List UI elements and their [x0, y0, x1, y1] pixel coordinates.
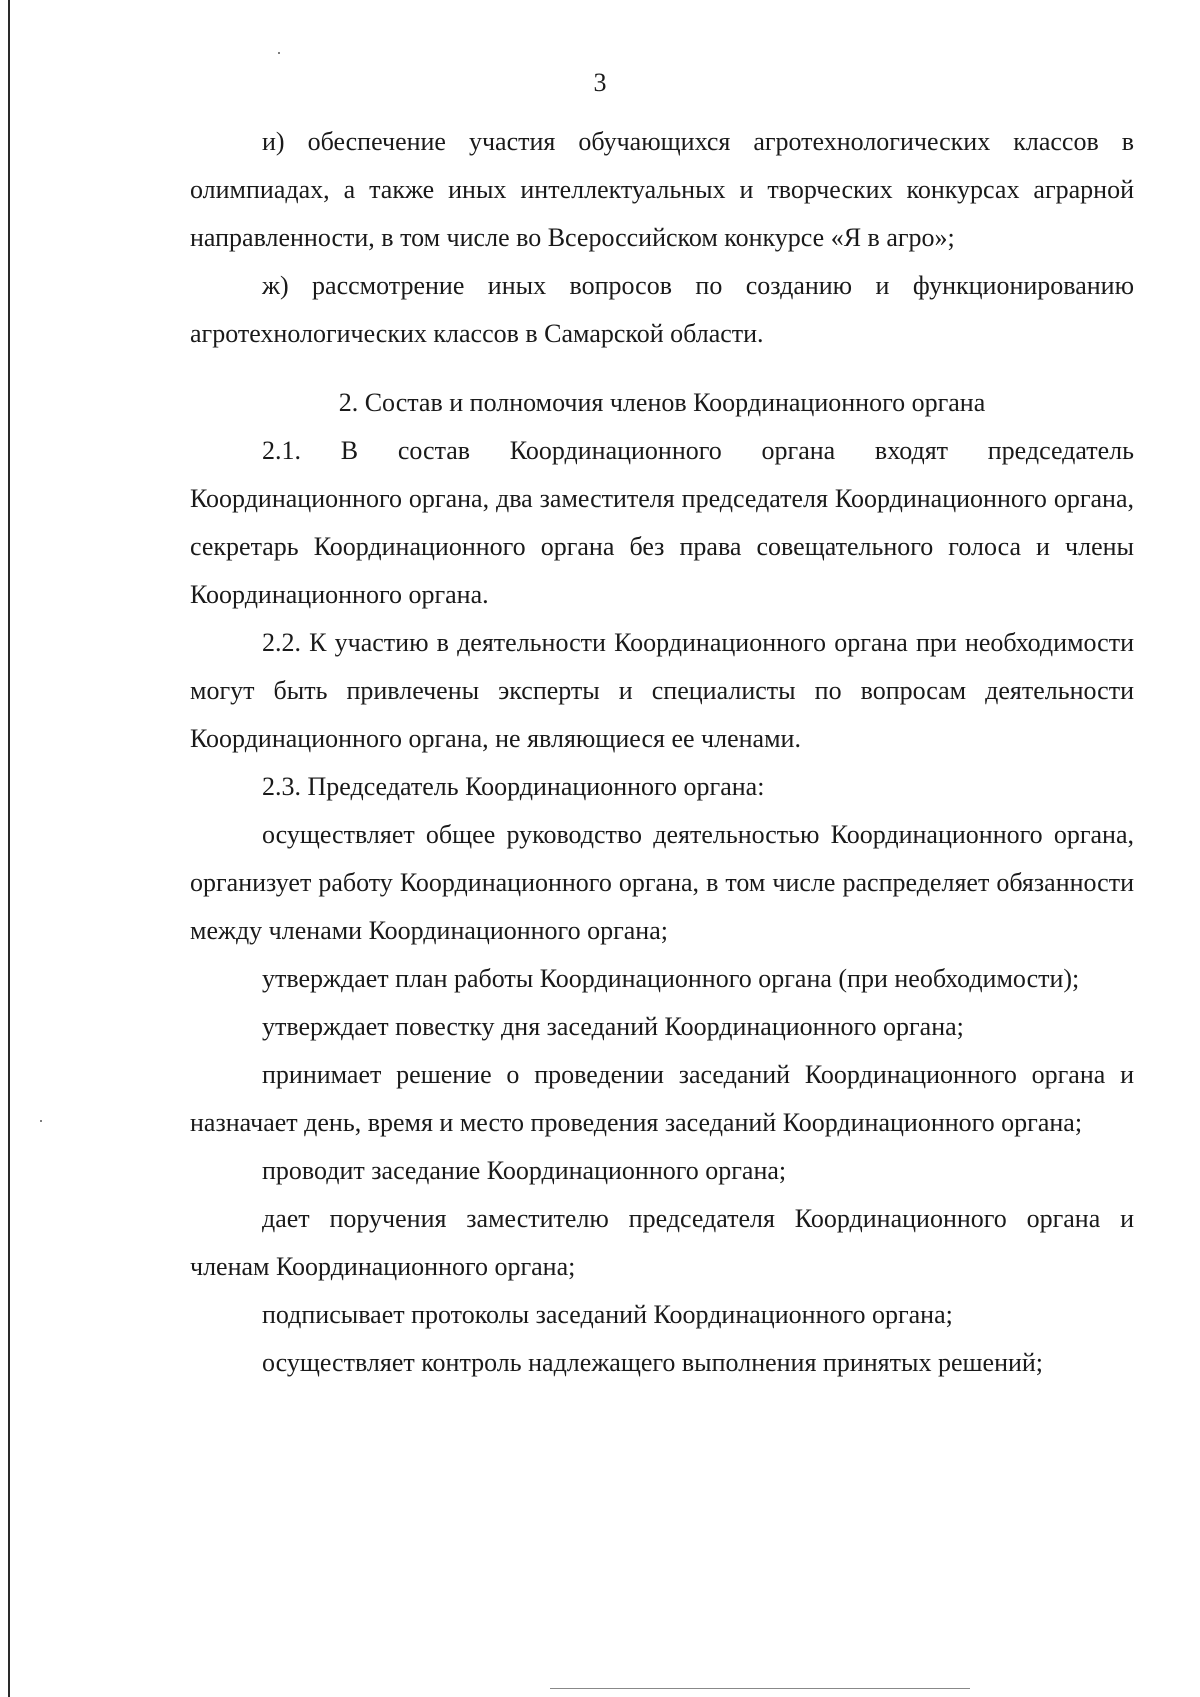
duty-conduct-meeting: проводит заседание Координационного органа;: [262, 1156, 787, 1185]
duty-control-execution: осуществляет контроль надлежащего выполнения принятых решений;: [262, 1348, 1044, 1377]
scan-bottom-line: [550, 1688, 970, 1689]
scan-speck: [40, 1120, 42, 1122]
section-title: 2. Состав и полномочия членов Координационного органа: [338, 388, 986, 417]
document-body: [190, 118, 1134, 1387]
paragraph-2-1: 2.1. В состав Координационного органа входят председатель Координационного органа, два заместителя председателя Координационного органа, секретарь Координационного органа без права совещательного голоса и члены Координационного органа.: [190, 436, 1134, 609]
duty-approve-agenda: утверждает повестку дня заседаний Координационного органа;: [262, 1012, 964, 1041]
paragraph-2-3: 2.3. Председатель Координационного органа:: [262, 772, 765, 801]
duty-general-management: осуществляет общее руководство деятельностью Координационного органа, организует работу Координационного органа, в том числе распределяет обязанности между членами Координационного органа;: [190, 820, 1134, 945]
scan-left-edge: [8, 0, 10, 1697]
duty-decide-meetings: принимает решение о проведении заседаний Координационного органа и назначает день, время и место проведения заседаний Координационного органа;: [190, 1060, 1134, 1137]
duty-sign-protocols: подписывает протоколы заседаний Координационного органа;: [262, 1300, 953, 1329]
page-number: 3: [593, 68, 607, 97]
scan-speck: [278, 52, 280, 54]
duty-give-orders: дает поручения заместителю председателя Координационного органа и членам Координационного органа;: [190, 1204, 1134, 1281]
paragraph-2-2: 2.2. К участию в деятельности Координационного органа при необходимости могут быть привлечены эксперты и специалисты по вопросам деятельности Координационного органа, не являющиеся ее членами.: [190, 628, 1134, 753]
paragraph-i: и) обеспечение участия обучающихся агротехнологических классов в олимпиадах, а также иных интеллектуальных и творческих конкурсах аграрной направленности, в том числе во Всероссийском конкурсе «Я в агро»;: [190, 127, 1134, 252]
duty-approve-plan: утверждает план работы Координационного органа (при необходимости);: [262, 964, 1080, 993]
paragraph-zh: ж) рассмотрение иных вопросов по созданию и функционированию агротехнологических классов в Самарской области.: [190, 271, 1134, 348]
